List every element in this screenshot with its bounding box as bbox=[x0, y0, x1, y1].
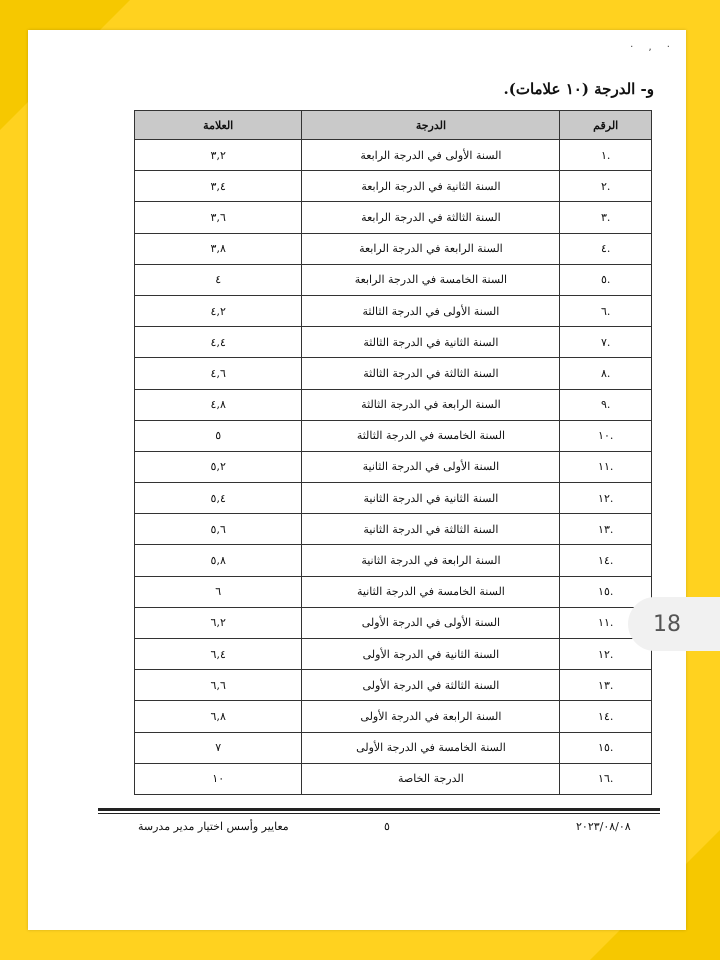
table-row bbox=[135, 451, 652, 482]
row-mark-cell: ١٠ bbox=[135, 763, 302, 794]
row-number-cell: .١٣ bbox=[560, 670, 652, 701]
table-header-row bbox=[135, 111, 652, 140]
row-mark-cell: ٤ bbox=[135, 264, 302, 295]
table-row bbox=[135, 233, 652, 264]
row-grade-cell: السنة الرابعة في الدرجة الرابعة bbox=[302, 233, 560, 264]
row-mark-cell: ٧ bbox=[135, 732, 302, 763]
table-row bbox=[135, 607, 652, 638]
row-mark-cell: ٥ bbox=[135, 420, 302, 451]
row-mark-cell: ٦,٨ bbox=[135, 701, 302, 732]
row-grade-cell: الدرجة الخاصة bbox=[302, 763, 560, 794]
grades-table bbox=[134, 110, 652, 795]
table-row bbox=[135, 420, 652, 451]
row-number-cell: .١٤ bbox=[560, 701, 652, 732]
row-mark-cell: ٣,٦ bbox=[135, 202, 302, 233]
row-grade-cell: السنة الخامسة في الدرجة الثانية bbox=[302, 576, 560, 607]
table-row bbox=[135, 295, 652, 326]
row-number-cell: .١٦ bbox=[560, 763, 652, 794]
row-number-cell: .١٥ bbox=[560, 732, 652, 763]
row-grade-cell: السنة الخامسة في الدرجة الثالثة bbox=[302, 420, 560, 451]
row-grade-cell: السنة الرابعة في الدرجة الأولى bbox=[302, 701, 560, 732]
table-row bbox=[135, 763, 652, 794]
footer-title: معايير وأسس اختيار مدير مدرسة bbox=[138, 820, 289, 833]
table-row bbox=[135, 389, 652, 420]
row-mark-cell: ٣,٤ bbox=[135, 171, 302, 202]
row-grade-cell: السنة الثانية في الدرجة الثالثة bbox=[302, 327, 560, 358]
row-mark-cell: ٤,٤ bbox=[135, 327, 302, 358]
row-number-cell: .١٥ bbox=[560, 576, 652, 607]
row-grade-cell: السنة الثالثة في الدرجة الأولى bbox=[302, 670, 560, 701]
table-row bbox=[135, 670, 652, 701]
row-grade-cell: السنة الخامسة في الدرجة الرابعة bbox=[302, 264, 560, 295]
row-number-cell: .١١ bbox=[560, 607, 652, 638]
row-mark-cell: ٦ bbox=[135, 576, 302, 607]
row-number-cell: .١٣ bbox=[560, 514, 652, 545]
table-row bbox=[135, 264, 652, 295]
footer-rule-thick bbox=[98, 808, 660, 811]
row-mark-cell: ٣,٢ bbox=[135, 140, 302, 171]
row-grade-cell: السنة الثانية في الدرجة الرابعة bbox=[302, 171, 560, 202]
row-grade-cell: السنة الثانية في الدرجة الثانية bbox=[302, 483, 560, 514]
page-number-badge: 18 bbox=[628, 597, 720, 651]
table-row bbox=[135, 327, 652, 358]
row-mark-cell: ٥,٦ bbox=[135, 514, 302, 545]
table-row bbox=[135, 701, 652, 732]
row-grade-cell: السنة الخامسة في الدرجة الأولى bbox=[302, 732, 560, 763]
row-mark-cell: ٤,٨ bbox=[135, 389, 302, 420]
document-page bbox=[28, 30, 686, 930]
row-number-cell: .٦ bbox=[560, 295, 652, 326]
row-number-cell: .٢ bbox=[560, 171, 652, 202]
section-heading: و- الدرجة (١٠ علامات). bbox=[503, 80, 654, 98]
row-grade-cell: السنة الأولى في الدرجة الثالثة bbox=[302, 295, 560, 326]
table-row bbox=[135, 639, 652, 670]
row-grade-cell: السنة الرابعة في الدرجة الثالثة bbox=[302, 389, 560, 420]
row-mark-cell: ٤,٦ bbox=[135, 358, 302, 389]
footer-date: ٢٠٢٣/٠٨/٠٨ bbox=[576, 820, 631, 833]
table-row bbox=[135, 140, 652, 171]
column-header-number: الرقم bbox=[560, 111, 652, 140]
table-row bbox=[135, 514, 652, 545]
row-number-cell: .١٠ bbox=[560, 420, 652, 451]
column-header-mark: العلامة bbox=[135, 111, 302, 140]
row-mark-cell: ٣,٨ bbox=[135, 233, 302, 264]
row-number-cell: .١١ bbox=[560, 451, 652, 482]
row-number-cell: .٧ bbox=[560, 327, 652, 358]
table-row bbox=[135, 171, 652, 202]
table-row bbox=[135, 545, 652, 576]
row-number-cell: .١٢ bbox=[560, 483, 652, 514]
table-row bbox=[135, 576, 652, 607]
row-mark-cell: ٥,٨ bbox=[135, 545, 302, 576]
row-grade-cell: السنة الثالثة في الدرجة الثالثة bbox=[302, 358, 560, 389]
row-grade-cell: السنة الثالثة في الدرجة الرابعة bbox=[302, 202, 560, 233]
row-number-cell: .١٢ bbox=[560, 639, 652, 670]
footer-page-number: ٥ bbox=[384, 820, 390, 833]
row-grade-cell: السنة الثانية في الدرجة الأولى bbox=[302, 639, 560, 670]
row-mark-cell: ٤,٢ bbox=[135, 295, 302, 326]
footer-rule-thin bbox=[98, 813, 660, 814]
table-row bbox=[135, 202, 652, 233]
scan-specks: · , · bbox=[630, 42, 676, 53]
table-row bbox=[135, 358, 652, 389]
table-body bbox=[135, 140, 652, 795]
table-row bbox=[135, 732, 652, 763]
row-mark-cell: ٦,٦ bbox=[135, 670, 302, 701]
row-number-cell: .٩ bbox=[560, 389, 652, 420]
row-number-cell: .١ bbox=[560, 140, 652, 171]
row-number-cell: .٨ bbox=[560, 358, 652, 389]
row-number-cell: .٣ bbox=[560, 202, 652, 233]
row-mark-cell: ٥,٢ bbox=[135, 451, 302, 482]
row-number-cell: .١٤ bbox=[560, 545, 652, 576]
row-grade-cell: السنة الثالثة في الدرجة الثانية bbox=[302, 514, 560, 545]
row-grade-cell: السنة الرابعة في الدرجة الثانية bbox=[302, 545, 560, 576]
row-mark-cell: ٥,٤ bbox=[135, 483, 302, 514]
row-grade-cell: السنة الأولى في الدرجة الرابعة bbox=[302, 140, 560, 171]
row-grade-cell: السنة الأولى في الدرجة الثانية bbox=[302, 451, 560, 482]
table-row bbox=[135, 483, 652, 514]
row-mark-cell: ٦,٤ bbox=[135, 639, 302, 670]
row-grade-cell: السنة الأولى في الدرجة الأولى bbox=[302, 607, 560, 638]
row-number-cell: .٥ bbox=[560, 264, 652, 295]
row-number-cell: .٤ bbox=[560, 233, 652, 264]
row-mark-cell: ٦,٢ bbox=[135, 607, 302, 638]
column-header-grade: الدرجة bbox=[302, 111, 560, 140]
